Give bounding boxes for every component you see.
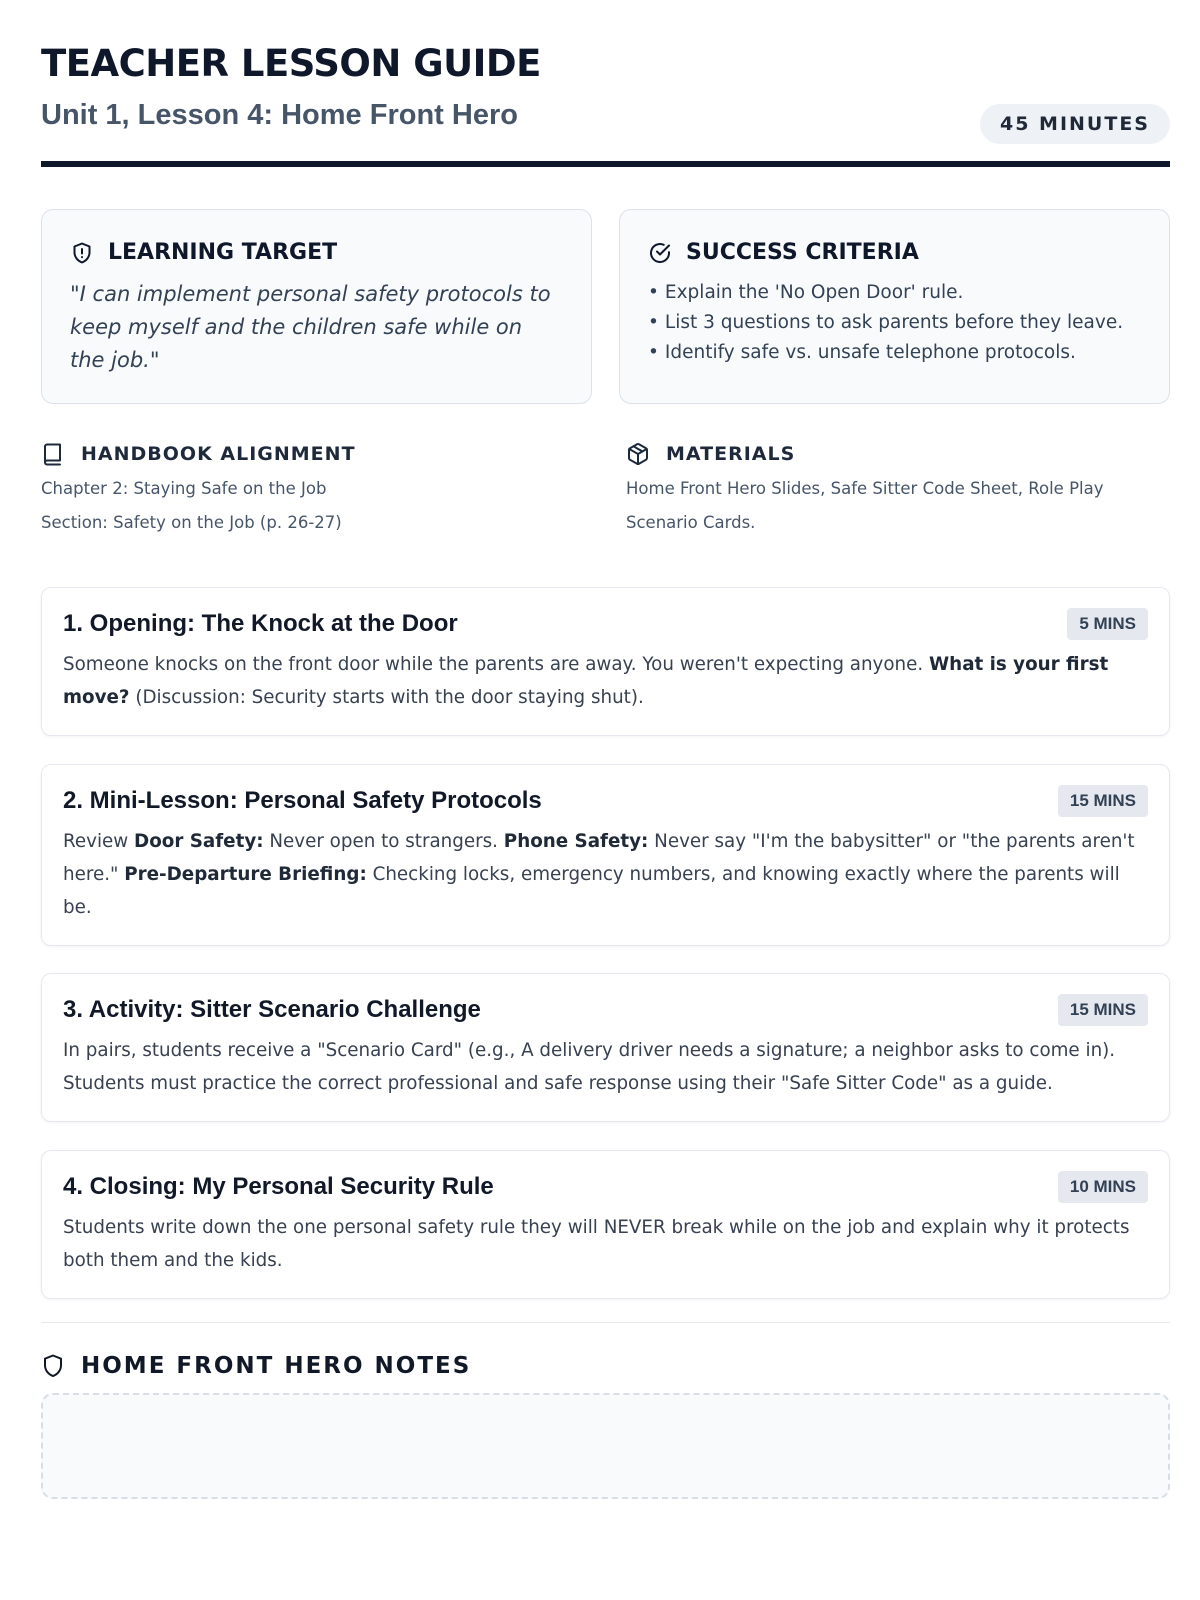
- lesson-subtitle: Unit 1, Lesson 4: Home Front Hero: [41, 99, 518, 131]
- notes-input-area[interactable]: [41, 1393, 1170, 1499]
- success-criteria-card: [619, 209, 1170, 404]
- notes-header: [41, 1353, 471, 1379]
- emphasis-text: What is your first move?: [63, 654, 1109, 708]
- shield-icon: [70, 241, 94, 265]
- lesson-step-closing: [41, 1150, 1170, 1299]
- emphasis-text: Phone Safety:: [503, 831, 649, 852]
- materials-section: [626, 440, 1146, 540]
- lesson-guide-page: [41, 0, 1170, 1379]
- duration-badge: 45 MINUTES: [980, 104, 1170, 144]
- lesson-step-activity: [41, 973, 1170, 1122]
- step-duration-badge: 15 MINS: [1058, 785, 1148, 817]
- step-duration-badge: 10 MINS: [1058, 1171, 1148, 1203]
- notes-title: HOME FRONT HERO NOTES: [81, 1353, 472, 1379]
- learning-target-title: LEARNING TARGET: [108, 240, 338, 265]
- handbook-chapter: Chapter 2: Staying Safe on the Job: [41, 479, 327, 498]
- step-description: [63, 1211, 1153, 1277]
- notes-divider: [41, 1322, 1170, 1323]
- learning-target-header: [70, 240, 337, 265]
- materials-title: MATERIALS: [666, 443, 796, 465]
- materials-header: [626, 440, 1146, 468]
- step-description: [63, 1034, 1153, 1100]
- step-description: [63, 648, 1153, 714]
- body-text: (Discussion: Security starts with the door staying shut).: [129, 687, 644, 708]
- box-icon: [626, 442, 650, 466]
- handbook-alignment-header: [41, 440, 561, 468]
- body-text: Never say "I'm the babysitter" or "the parents aren't here.": [63, 831, 1135, 885]
- step-title: 1. Opening: The Knock at the Door: [63, 610, 458, 637]
- step-duration-badge: 5 MINS: [1067, 608, 1148, 640]
- check-circle-icon: [648, 241, 672, 265]
- learning-target-statement: "I can implement personal safety protocols to keep myself and the children safe while on the job.": [70, 282, 551, 372]
- shield-icon: [41, 1353, 65, 1379]
- success-criteria-title: SUCCESS CRITERIA: [686, 240, 919, 265]
- step-title: 3. Activity: Sitter Scenario Challenge: [63, 996, 481, 1023]
- learning-target-card: [41, 209, 592, 404]
- body-text: Checking locks, emergency numbers, and knowing exactly where the parents will be.: [63, 864, 1120, 918]
- criteria-item: • Explain the 'No Open Door' rule.: [648, 278, 1148, 308]
- criteria-item: • Identify safe vs. unsafe telephone protocols.: [648, 338, 1148, 368]
- materials-list: Home Front Hero Slides, Safe Sitter Code Sheet, Role Play Scenario Cards.: [626, 479, 1104, 532]
- emphasis-text: Pre-Departure Briefing:: [124, 864, 367, 885]
- book-icon: [41, 442, 65, 466]
- handbook-section: Section: Safety on the Job (p. 26-27): [41, 513, 342, 532]
- step-description: [63, 825, 1153, 924]
- lesson-step-opening: [41, 587, 1170, 736]
- criteria-item: • List 3 questions to ask parents before they leave.: [648, 308, 1148, 338]
- lesson-step-mini-lesson: [41, 764, 1170, 946]
- success-criteria-header: [648, 240, 919, 265]
- body-text: Students write down the one personal safety rule they will NEVER break while on the job and explain why it protects both them and the kids.: [63, 1217, 1130, 1271]
- success-criteria-list: [648, 278, 1148, 368]
- page-header: [41, 0, 1170, 168]
- body-text: Never open to strangers.: [263, 831, 504, 852]
- body-text: In pairs, students receive a "Scenario Card" (e.g., A delivery driver needs a signature; a neighbor asks to come in). Students must practice the correct professional and safe response using their "Safe Sitter Code" as a guide.: [63, 1040, 1116, 1094]
- handbook-alignment-title: HANDBOOK ALIGNMENT: [81, 443, 356, 465]
- body-text: Someone knocks on the front door while the parents are away. You weren't expecting anyone.: [63, 654, 930, 675]
- step-title: 4. Closing: My Personal Security Rule: [63, 1173, 494, 1200]
- handbook-alignment-section: [41, 440, 561, 540]
- body-text: Review: [63, 831, 135, 852]
- step-duration-badge: 15 MINS: [1058, 994, 1148, 1026]
- page-title: TEACHER LESSON GUIDE: [41, 42, 541, 85]
- emphasis-text: Door Safety:: [134, 831, 264, 852]
- header-divider: [41, 161, 1170, 167]
- step-title: 2. Mini-Lesson: Personal Safety Protocols: [63, 787, 542, 814]
